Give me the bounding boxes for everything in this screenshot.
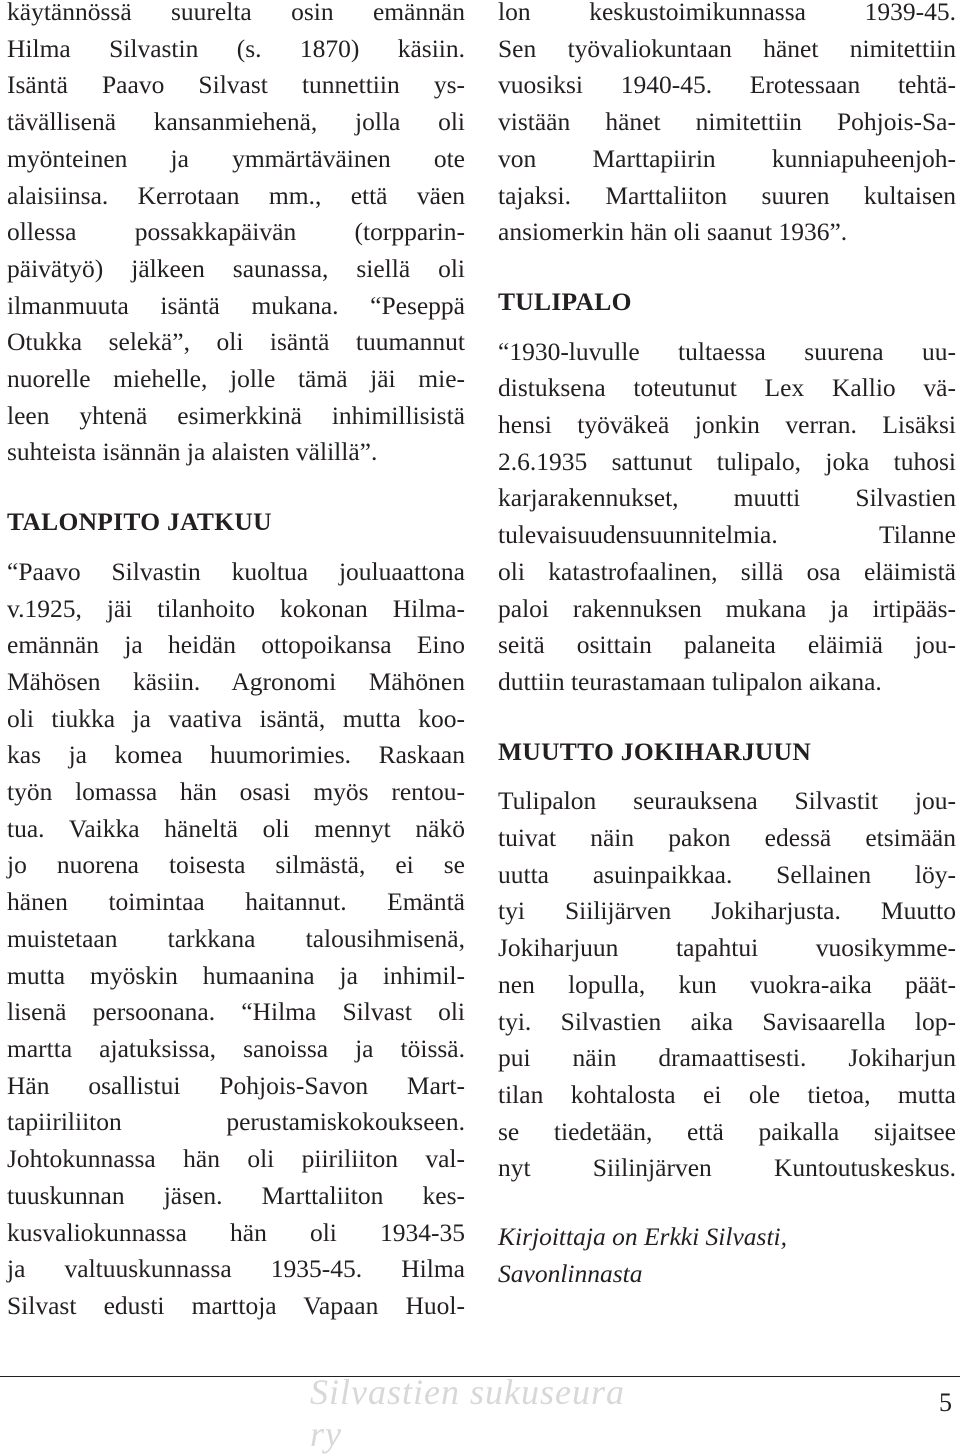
text-line: käytännössä suurelta osin emännän	[7, 0, 465, 26]
text-line: tävällisenä kansanmiehenä, jolla oli	[7, 107, 465, 137]
left-paragraph-2	[7, 554, 465, 1325]
text-line: von Marttapiirin kunniapuheenjoh-	[498, 143, 956, 173]
text-line: seitä osittain palaneita eläimiä jou-	[498, 630, 956, 660]
author-signature	[498, 1219, 956, 1292]
text-line: vuosiksi 1940-45. Erotessaan tehtä-	[498, 70, 956, 100]
text-line: päivätyö) jälkeen saunassa, siellä oli	[7, 253, 465, 283]
text-line: tapiiriliiton perustamiskokoukseen.	[7, 1107, 465, 1137]
text-line: hänen toimintaa haitannut. Emäntä	[7, 887, 465, 917]
right-paragraph-3	[498, 783, 956, 1187]
text-line: mutta myöskin humaanina ja inhimil-	[7, 960, 465, 990]
text-line: leen yhtenä esimerkkinä inhimillisistä	[7, 400, 465, 430]
text-line: duttiin teurastamaan tulipalon aikana.	[498, 666, 882, 696]
text-line: martta ajatuksissa, sanoissa ja töissä.	[7, 1033, 465, 1063]
text-line: paloi rakennuksen mukana ja irtipääs-	[498, 593, 956, 623]
text-line: alaisiinsa. Kerrotaan mm., että väen	[7, 180, 465, 210]
text-line: nyt Siilinjärven Kuntoutuskeskus.	[498, 1153, 956, 1183]
text-line: lisenä persoonana. “Hilma Silvast oli	[7, 997, 465, 1027]
text-line: tajaksi. Marttaliiton suuren kultaisen	[498, 180, 956, 210]
text-line: Hän osallistui Pohjois-Savon Mart-	[7, 1070, 465, 1100]
text-line: hensi työväkeä jonkin verran. Lisäksi	[498, 410, 956, 440]
text-line: emännän ja heidän ottopoikansa Eino	[7, 630, 465, 660]
text-line: muistetaan tarkkana talousihmisenä,	[7, 923, 465, 953]
section-heading-tulipalo: TULIPALO	[498, 286, 632, 316]
section-heading-talonpito: TALONPITO JATKUU	[7, 507, 272, 537]
text-line: jo nuorena toisesta silmästä, ei se	[7, 850, 465, 880]
text-line: Johtokunnassa hän oli piiriliiton val-	[7, 1144, 465, 1174]
text-line: tyi. Silvastien aika Savisaarella lop-	[498, 1006, 956, 1036]
text-line: työn lomassa hän osasi myös rentou-	[7, 777, 465, 807]
text-line: 2.6.1935 sattunut tulipalo, joka tuhosi	[498, 446, 956, 476]
text-line: pui näin dramaattisesti. Jokiharjun	[498, 1043, 956, 1073]
text-line: myönteinen ja ymmärtäväinen ote	[7, 143, 465, 173]
text-line: distuksena toteutunut Lex Kallio vä-	[498, 373, 956, 403]
text-line: lon keskustoimikunnassa 1939-45.	[498, 0, 956, 26]
text-line: Otukka selekä”, oli isäntä tuumannut	[7, 327, 465, 357]
text-line: “Paavo Silvastin kuoltua jouluaattona	[7, 556, 465, 586]
text-line: oli tiukka ja vaativa isäntä, mutta koo-	[7, 703, 465, 733]
text-line: karjarakennukset, muutti Silvastien	[498, 483, 956, 513]
left-paragraph-1	[7, 0, 465, 471]
text-line: Kirjoittaja on Erkki Silvasti,	[498, 1222, 787, 1252]
text-line: Savonlinnasta	[498, 1258, 643, 1288]
text-line: ja valtuuskunnassa 1935-45. Hilma	[7, 1254, 465, 1284]
text-line: suhteista isännän ja alaisten välillä”.	[7, 437, 378, 467]
left-column	[7, 0, 465, 1325]
text-line: tilan kohtalosta ei ole tietoa, mutta	[498, 1079, 956, 1109]
text-line: nen lopulla, kun vuokra-aika päät-	[498, 969, 956, 999]
text-line: oli katastrofaalinen, sillä osa eläimistä	[498, 556, 956, 586]
right-column	[498, 0, 956, 1293]
text-line: kas ja komea huumorimies. Raskaan	[7, 740, 465, 770]
text-line: tua. Vaikka häneltä oli mennyt näkö	[7, 813, 465, 843]
text-line: se tiedetään, että paikalla sijaitsee	[498, 1116, 956, 1146]
society-logo: Silvastien sukuseura ry	[310, 1372, 625, 1454]
section-heading-muutto: MUUTTO JOKIHARJUUN	[498, 736, 812, 766]
text-line: nuorelle miehelle, jolle tämä jäi mie-	[7, 364, 465, 394]
right-paragraph-2	[498, 334, 956, 701]
text-line: ansiomerkin hän oli saanut 1936”.	[498, 217, 848, 247]
text-line: Isäntä Paavo Silvast tunnettiin ys-	[7, 70, 465, 100]
right-paragraph-1	[498, 0, 956, 251]
text-line: “1930-luvulle tultaessa suurena uu-	[498, 336, 956, 366]
text-line: Jokiharjuun tapahtui vuosikymme-	[498, 933, 956, 963]
text-line: uutta asuinpaikkaa. Sellainen löy-	[498, 859, 956, 889]
text-line: Tulipalon seurauksena Silvastit jou-	[498, 786, 956, 816]
text-line: v.1925, jäi tilanhoito kokonan Hilma-	[7, 593, 465, 623]
text-line: ollessa possakkapäivän (torpparin-	[7, 217, 465, 247]
text-line: tulevaisuudensuunnitelmia. Tilanne	[498, 520, 956, 550]
page-number: 5	[939, 1388, 952, 1417]
text-line: Sen työvaliokuntaan hänet nimitettiin	[498, 33, 956, 63]
text-line: ilmanmuuta isäntä mukana. “Peseppä	[7, 290, 465, 320]
text-line: tyi Siilijärven Jokiharjusta. Muutto	[498, 896, 956, 926]
text-line: tuivat näin pakon edessä etsimään	[498, 823, 956, 853]
text-line: kusvaliokunnassa hän oli 1934-35	[7, 1217, 465, 1247]
text-line: Mähösen käsiin. Agronomi Mähönen	[7, 666, 465, 696]
text-line: Hilma Silvastin (s. 1870) käsiin.	[7, 33, 465, 63]
text-line: Silvast edusti marttoja Vapaan Huol-	[7, 1290, 465, 1320]
text-line: vistään hänet nimitettiin Pohjois-Sa-	[498, 107, 956, 137]
text-line: tuuskunnan jäsen. Marttaliiton kes-	[7, 1180, 465, 1210]
